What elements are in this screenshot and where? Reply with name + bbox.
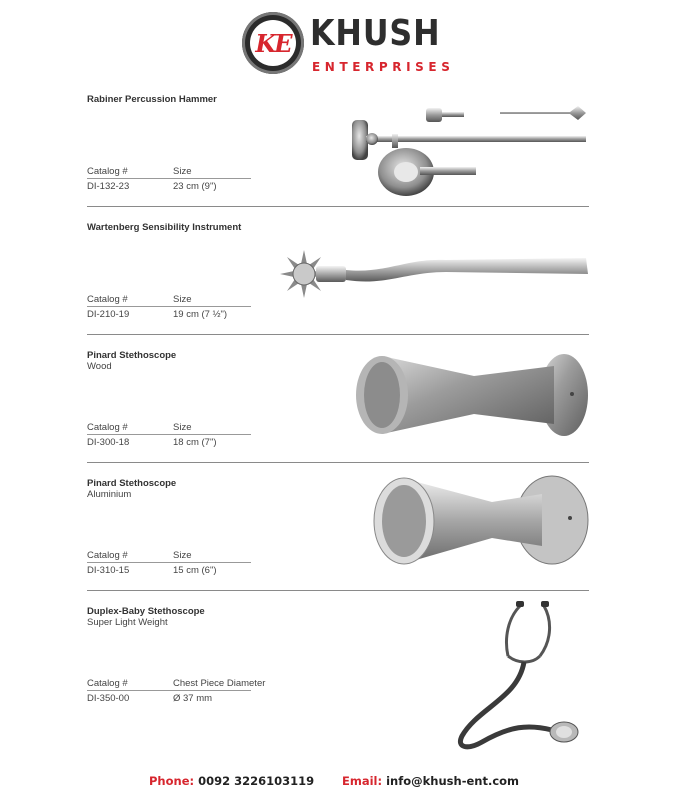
catalog-label: Catalog #: [87, 294, 128, 305]
section-divider: [87, 334, 589, 335]
pinwheel-image: [276, 246, 590, 310]
email-label: Email:: [342, 774, 383, 788]
phone-contact: [149, 774, 314, 788]
catalog-label: Catalog #: [87, 550, 128, 561]
section-divider: [87, 590, 589, 591]
product-title: Wartenberg Sensibility Instrument: [87, 222, 242, 233]
size-value: Ø 37 mm: [173, 693, 213, 704]
email-address[interactable]: info@khush-ent.com: [386, 774, 520, 788]
size-label: Size: [173, 166, 192, 177]
catalog-number: DI-132-23: [87, 181, 130, 192]
product-title: Duplex-Baby Stethoscope: [87, 606, 205, 617]
product-title: Pinard Stethoscope: [87, 350, 177, 361]
product-title: Rabiner Percussion Hammer: [87, 94, 217, 105]
section-divider: [87, 462, 589, 463]
catalog-number: DI-310-15: [87, 565, 130, 576]
pinard-aluminium-image: [372, 474, 590, 568]
product-subtitle: Super Light Weight: [87, 617, 168, 628]
brand-logo: [242, 12, 455, 78]
logo-emblem: [242, 12, 304, 74]
spec-rule: [87, 178, 251, 179]
spec-rule: [87, 306, 251, 307]
email-contact: [342, 774, 519, 788]
pinard-wood-image: [354, 352, 590, 438]
brand-name: KHUSH: [310, 13, 441, 54]
size-label: Size: [173, 294, 192, 305]
catalog-label: Catalog #: [87, 678, 128, 689]
size-label: Chest Piece Diameter: [173, 678, 266, 689]
size-value: 15 cm (6"): [173, 565, 217, 576]
contact-footer: [0, 774, 689, 792]
catalog-number: DI-350-00: [87, 693, 130, 704]
product-subtitle: Aluminium: [87, 489, 132, 500]
product-title: Pinard Stethoscope: [87, 478, 177, 489]
size-value: 18 cm (7"): [173, 437, 217, 448]
spec-rule: [87, 434, 251, 435]
size-value: 23 cm (9"): [173, 181, 217, 192]
catalog-number: DI-210-19: [87, 309, 130, 320]
phone-number[interactable]: 0092 3226103119: [198, 774, 315, 788]
stethoscope-image: [448, 598, 598, 754]
size-label: Size: [173, 550, 192, 561]
size-value: 19 cm (7 ½"): [173, 309, 228, 320]
logo-mark: KE: [250, 20, 296, 66]
section-divider: [87, 206, 589, 207]
catalog-number: DI-300-18: [87, 437, 130, 448]
catalog-label: Catalog #: [87, 422, 128, 433]
percussion-hammer-image: [340, 100, 590, 206]
phone-label: Phone:: [149, 774, 195, 788]
brand-tagline: ENTERPRISES: [312, 60, 455, 74]
spec-rule: [87, 562, 251, 563]
product-subtitle: Wood: [87, 361, 112, 372]
spec-rule: [87, 690, 251, 691]
size-label: Size: [173, 422, 192, 433]
catalog-label: Catalog #: [87, 166, 128, 177]
